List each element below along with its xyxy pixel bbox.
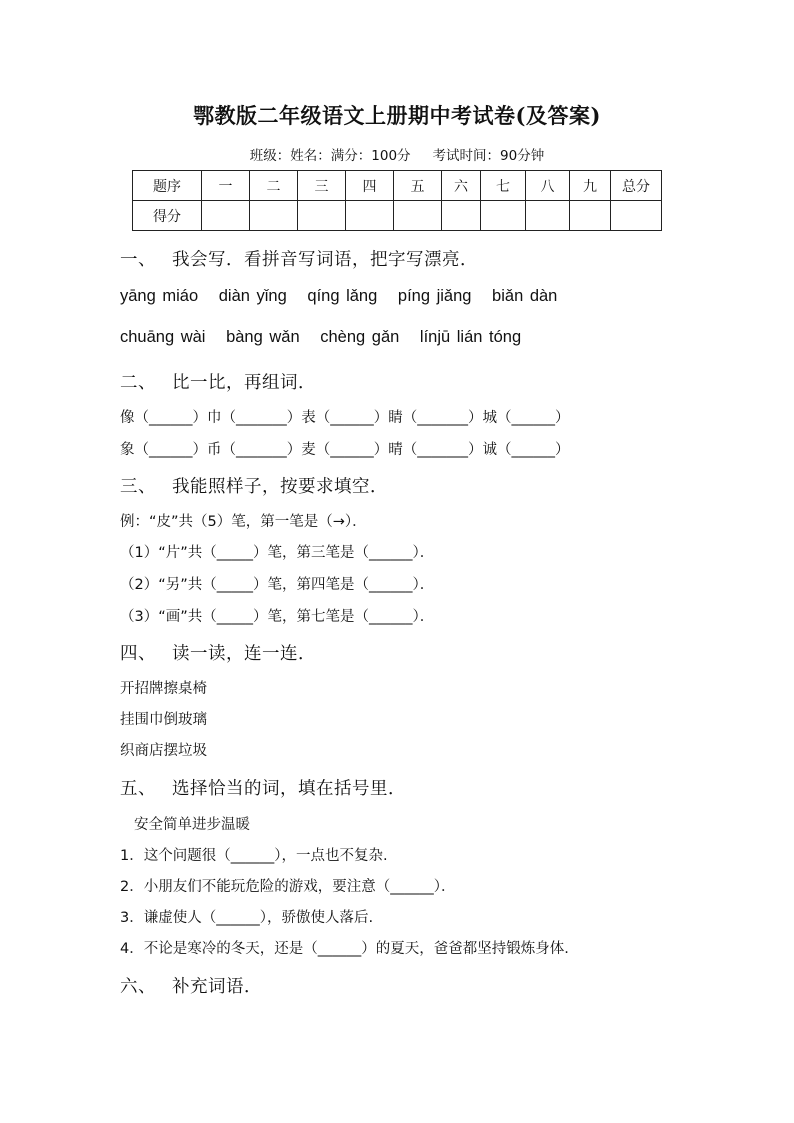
section-3-heading xyxy=(120,473,388,498)
section-title: 比一比，再组词． xyxy=(172,373,316,393)
header-cell: 七 xyxy=(481,171,526,201)
compare-line: 像（______）巾（_______）表（______）睛（_______）城（______） xyxy=(120,410,570,426)
pinyin-item: qíng lǎng xyxy=(307,287,378,305)
header-cell: 四 xyxy=(346,171,394,201)
row-label-cell: 得分 xyxy=(133,201,202,231)
score-table xyxy=(132,170,662,231)
section-title: 选择恰当的词，填在括号里． xyxy=(172,779,406,799)
score-cell[interactable] xyxy=(611,201,662,231)
stroke-question-line: （1）“片”共（_____）笔，第三笔是（______）． xyxy=(120,545,435,561)
page-title: 鄂教版二年级语文上册期中考试卷(及答案) xyxy=(193,103,601,128)
pinyin-item: yāng miáo xyxy=(120,287,199,305)
compare-line: 象（______）币（_______）麦（______）晴（_______）诚（______） xyxy=(120,442,570,458)
section-1-heading xyxy=(120,246,478,271)
score-cell[interactable] xyxy=(394,201,442,231)
section-4-heading xyxy=(120,640,316,665)
score-cell[interactable] xyxy=(570,201,611,231)
stroke-question-line: （3）“画”共（_____）笔，第七笔是（______）． xyxy=(120,609,435,625)
section-6-heading xyxy=(120,973,262,998)
fill-question-line: 3．谦虚使人（______），骄傲使人落后. xyxy=(120,910,374,926)
header-cell: 二 xyxy=(250,171,298,201)
section-number: 二、 xyxy=(120,373,156,393)
fill-question-line: 4．不论是寒冷的冬天，还是（______）的夏天，爸爸都坚持锻炼身体. xyxy=(120,941,569,957)
section-number: 三、 xyxy=(120,477,156,497)
section-number: 一、 xyxy=(120,250,156,270)
section-title: 读一读，连一连． xyxy=(172,644,316,664)
section-number: 六、 xyxy=(120,977,156,997)
pinyin-item: chèng gǎn xyxy=(320,328,400,346)
header-cell: 五 xyxy=(394,171,442,201)
stroke-question-line: （2）“另”共（_____）笔，第四笔是（______）． xyxy=(120,577,435,593)
pinyin-item: biǎn dàn xyxy=(492,287,558,305)
stroke-example-line: 例：“皮”共（5）笔，第一笔是（→）． xyxy=(120,514,367,530)
connect-line: 挂围巾倒玻璃 xyxy=(120,712,207,728)
section-title: 我会写．看拼音写词语，把字写漂亮． xyxy=(172,250,478,270)
header-cell: 总分 xyxy=(611,171,662,201)
fill-question-line: 2．小朋友们不能玩危险的游戏，要注意（______）． xyxy=(120,879,456,895)
connect-line: 织商店摆垃圾 xyxy=(120,743,207,759)
score-table-score-row xyxy=(133,201,662,231)
pinyin-item: línjū lián tóng xyxy=(419,328,522,346)
header-cell: 九 xyxy=(570,171,611,201)
pinyin-item: chuāng wài xyxy=(120,328,206,346)
section-title: 我能照样子，按要求填空． xyxy=(172,477,388,497)
header-cell: 六 xyxy=(442,171,481,201)
header-cell: 三 xyxy=(298,171,346,201)
connect-line: 开招牌擦桌椅 xyxy=(120,681,207,697)
header-cell: 题序 xyxy=(133,171,202,201)
score-cell[interactable] xyxy=(202,201,250,231)
score-cell[interactable] xyxy=(442,201,481,231)
pinyin-row-2 xyxy=(120,328,535,347)
pinyin-item: bàng wǎn xyxy=(226,328,300,346)
word-bank: 安全简单进步温暖 xyxy=(134,817,250,833)
score-cell[interactable] xyxy=(526,201,570,231)
pinyin-row-1 xyxy=(120,287,571,306)
exam-time-info: 考试时间：90分钟 xyxy=(432,148,545,164)
header-cell: 八 xyxy=(526,171,570,201)
section-2-heading xyxy=(120,369,316,394)
section-number: 四、 xyxy=(120,644,156,664)
header-cell: 一 xyxy=(202,171,250,201)
score-cell[interactable] xyxy=(298,201,346,231)
pinyin-item: diàn yǐng xyxy=(218,287,287,305)
score-cell[interactable] xyxy=(481,201,526,231)
exam-info xyxy=(0,144,794,164)
pinyin-item: píng jiǎng xyxy=(397,287,472,305)
fill-question-line: 1．这个问题很（______），一点也不复杂. xyxy=(120,848,388,864)
class-name-score-info: 班级：姓名：满分：100分 xyxy=(249,148,411,164)
score-table-header-row xyxy=(133,171,662,201)
section-title: 补充词语． xyxy=(172,977,262,997)
score-cell[interactable] xyxy=(346,201,394,231)
section-5-heading xyxy=(120,775,406,800)
section-number: 五、 xyxy=(120,779,156,799)
score-cell[interactable] xyxy=(250,201,298,231)
